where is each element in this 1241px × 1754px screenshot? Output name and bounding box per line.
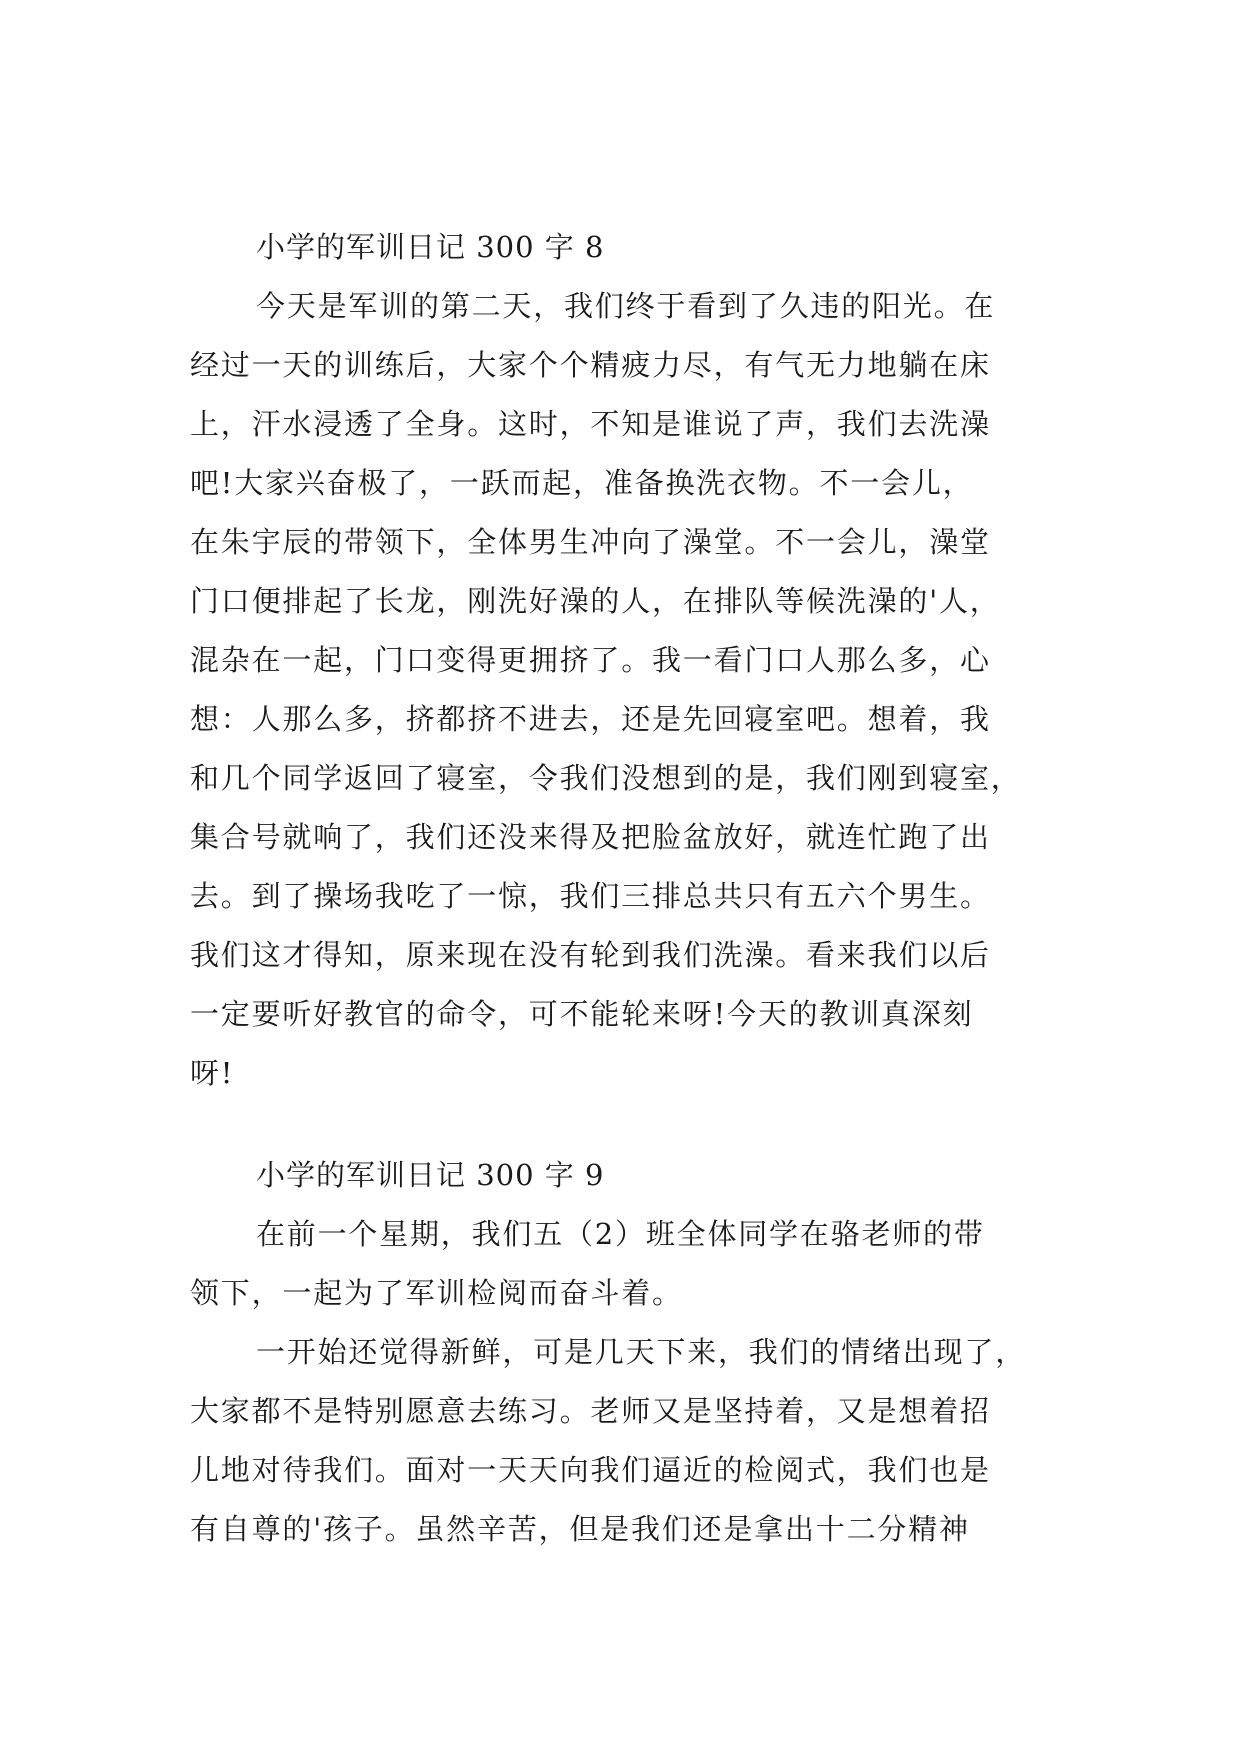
paragraph-line: 在前一个星期，我们五（2）班全体同学在骆老师的带	[256, 1217, 985, 1251]
paragraph-line: 门口便排起了长龙，刚洗好澡的人，在排队等候洗澡的'人，	[190, 584, 1001, 618]
paragraph-line: 集合号就响了，我们还没来得及把脸盆放好，就连忙跑了出	[190, 820, 991, 854]
paragraph-line: 上，汗水浸透了全身。这时，不知是谁说了声，我们去洗澡	[190, 407, 991, 441]
paragraph-line: 和几个同学返回了寝室，令我们没想到的是，我们刚到寝室，	[190, 761, 1022, 795]
paragraph-line: 呀!	[190, 1056, 235, 1090]
paragraph-line: 今天是军训的第二天，我们终于看到了久违的阳光。在	[256, 289, 996, 323]
paragraph-line: 大家都不是特别愿意去练习。老师又是坚持着，又是想着招	[190, 1394, 991, 1428]
paragraph-line: 想：人那么多，挤都挤不进去，还是先回寝室吧。想着，我	[190, 702, 991, 736]
paragraph-line: 在朱宇辰的带领下，全体男生冲向了澡堂。不一会儿，澡堂	[190, 525, 991, 559]
paragraph-line: 一定要听好教官的命令，可不能轮来呀!今天的教训真深刻	[190, 997, 974, 1031]
entry-title: 小学的军训日记 300 字 9	[256, 1158, 605, 1192]
paragraph-line: 经过一天的训练后，大家个个精疲力尽，有气无力地躺在床	[190, 348, 991, 382]
paragraph-line: 有自尊的'孩子。虽然辛苦，但是我们还是拿出十二分精神	[190, 1512, 970, 1546]
paragraph-line: 领下，一起为了军训检阅而奋斗着。	[190, 1276, 683, 1310]
paragraph-line: 去。到了操场我吃了一惊，我们三排总共只有五六个男生。	[190, 879, 991, 913]
paragraph-line: 儿地对待我们。面对一天天向我们逼近的检阅式，我们也是	[190, 1453, 991, 1487]
diary-entry-8	[190, 218, 1060, 1103]
paragraph-line: 我们这才得知，原来现在没有轮到我们洗澡。看来我们以后	[190, 938, 991, 972]
paragraph-line: 混杂在一起，门口变得更拥挤了。我一看门口人那么多，心	[190, 643, 991, 677]
paragraph-line: 吧!大家兴奋极了，一跃而起，准备换洗衣物。不一会儿，	[190, 466, 974, 500]
paragraph-line: 一开始还觉得新鲜，可是几天下来，我们的情绪出现了，	[256, 1335, 1027, 1369]
diary-entry-9	[190, 1146, 1060, 1559]
entry-title: 小学的军训日记 300 字 8	[256, 230, 605, 264]
